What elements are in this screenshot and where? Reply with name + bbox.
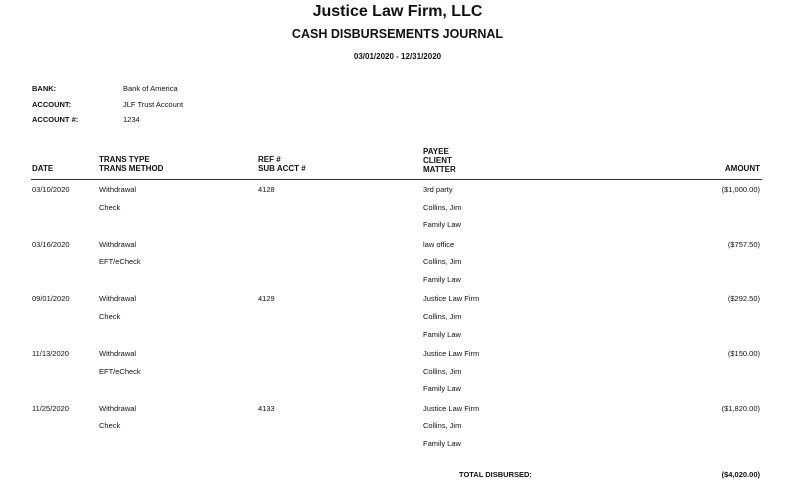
row-date: 03/10/2020 <box>32 185 70 194</box>
account-number-label: ACCOUNT #: <box>32 115 79 124</box>
row-ref: 4129 <box>258 294 275 303</box>
row-date: 03/16/2020 <box>32 240 70 249</box>
row-client: Collins, Jim <box>423 203 462 212</box>
row-payee: Justice Law Firm <box>423 349 480 358</box>
col-header-amount: AMOUNT <box>724 164 760 173</box>
row-matter: Family Law <box>423 439 461 448</box>
row-client: Collins, Jim <box>423 367 462 376</box>
row-trans-method: Check <box>99 421 121 430</box>
col-header-ref <box>258 155 306 173</box>
header-rule <box>31 179 762 180</box>
row-date: 09/01/2020 <box>32 294 70 303</box>
col-header-client: CLIENT <box>423 156 452 165</box>
col-header-trans-method: TRANS METHOD <box>99 164 164 173</box>
row-trans-method: EFT/eCheck <box>99 367 141 376</box>
bank-value: Bank of America <box>123 84 178 93</box>
col-header-date: DATE <box>32 164 54 173</box>
row-client: Collins, Jim <box>423 421 462 430</box>
col-header-trans-type: TRANS TYPE <box>99 155 150 164</box>
col-header-sub-acct: SUB ACCT # <box>258 164 306 173</box>
row-amount: ($1,820.00) <box>721 404 760 413</box>
bank-label: BANK: <box>32 84 57 93</box>
row-trans-method: Check <box>99 312 121 321</box>
firm-name: Justice Law Firm, LLC <box>312 3 483 20</box>
row-date: 11/25/2020 <box>32 404 69 413</box>
report-period: 03/01/2020 - 12/31/2020 <box>353 52 442 61</box>
row-trans-method: EFT/eCheck <box>99 257 141 266</box>
col-header-ref-number: REF # <box>258 155 281 164</box>
total-disbursed-amount: ($4,020.00) <box>721 470 760 479</box>
row-matter: Family Law <box>423 384 461 393</box>
row-trans-type: Withdrawal <box>99 349 137 358</box>
row-trans-type: Withdrawal <box>99 240 137 249</box>
row-ref: 4133 <box>258 404 275 413</box>
row-matter: Family Law <box>423 220 461 229</box>
col-header-payee-label: PAYEE <box>423 147 449 156</box>
row-client: Collins, Jim <box>423 312 462 321</box>
row-payee: Justice Law Firm <box>423 404 480 413</box>
total-disbursed-label: TOTAL DISBURSED: <box>459 470 532 479</box>
row-payee: law office <box>423 240 455 249</box>
row-amount: ($757.50) <box>727 240 760 249</box>
row-matter: Family Law <box>423 330 461 339</box>
row-trans-method: Check <box>99 203 121 212</box>
row-client: Collins, Jim <box>423 257 462 266</box>
account-value: JLF Trust Account <box>123 100 184 109</box>
account-label: ACCOUNT: <box>32 100 72 109</box>
row-amount: ($150.00) <box>727 349 760 358</box>
row-trans-type: Withdrawal <box>99 185 137 194</box>
row-payee: Justice Law Firm <box>423 294 480 303</box>
row-matter: Family Law <box>423 275 461 284</box>
row-amount: ($292.50) <box>727 294 760 303</box>
col-header-matter: MATTER <box>423 165 456 174</box>
col-header-payee <box>423 147 456 174</box>
row-ref: 4128 <box>258 185 275 194</box>
account-number-value: 1234 <box>123 115 140 124</box>
row-amount: ($1,000.00) <box>721 185 760 194</box>
row-trans-type: Withdrawal <box>99 404 137 413</box>
row-date: 11/13/2020 <box>32 349 69 358</box>
row-trans-type: Withdrawal <box>99 294 137 303</box>
col-header-trans <box>99 155 163 173</box>
report-title: CASH DISBURSEMENTS JOURNAL <box>291 27 504 41</box>
row-payee: 3rd party <box>423 185 453 194</box>
